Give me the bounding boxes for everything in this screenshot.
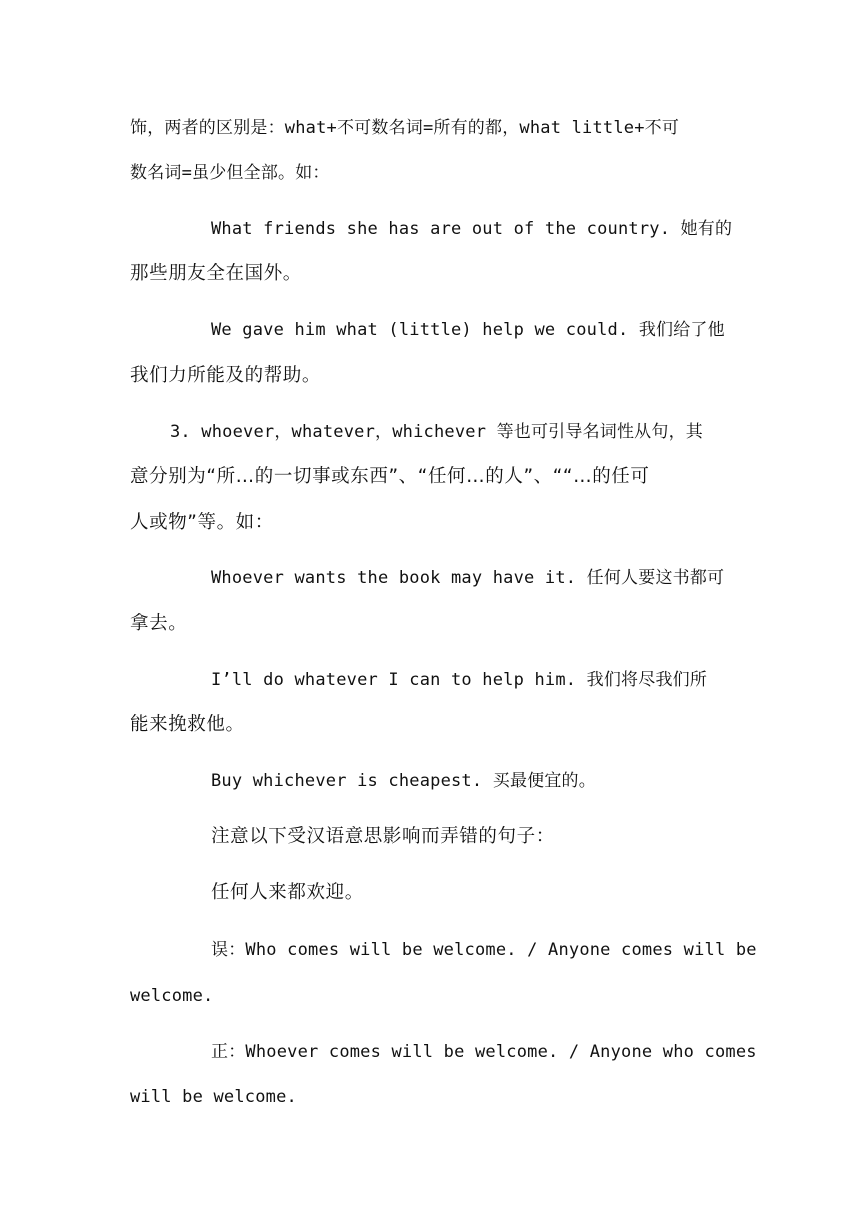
example-sentence-5: Buy whichever is cheapest. 买最便宜的。	[211, 771, 596, 791]
example-translation-1: 那些朋友全在国外。	[130, 263, 302, 284]
note-heading: 注意以下受汉语意思影响而弄错的句子：	[211, 826, 555, 847]
paragraph-line-2: 数名词=虽少但全部。如：	[130, 163, 330, 183]
example-translation-3: 拿去。	[130, 613, 188, 634]
example-sentence-3: Whoever wants the book may have it. 任何人要这书都可	[211, 568, 725, 588]
correct-example-line-2: will be welcome.	[130, 1087, 297, 1107]
example-sentence-1: What friends she has are out of the country. 她有的	[211, 219, 733, 239]
example-sentence-2: We gave him what (little) help we could. 我们给了他	[211, 320, 725, 340]
example-sentence-4: I’ll do whatever I can to help him. 我们将尽我们所	[211, 670, 708, 690]
paragraph-line-1: 饰，两者的区别是：what+不可数名词=所有的都，what little+不可	[130, 118, 680, 138]
wrong-example-line-2: welcome.	[130, 986, 214, 1006]
wrong-example-line-1: 误：Who comes will be welcome. / Anyone comes will be	[211, 940, 757, 960]
example-translation-4: 能来挽救他。	[130, 714, 245, 735]
section-3-heading-line-1: 3. whoever，whatever，whichever 等也可引导名词性从句，其	[170, 422, 703, 442]
section-3-heading-line-3: 人或物”等。如：	[130, 512, 274, 533]
correct-example-line-1: 正：Whoever comes will be welcome. / Anyone who comes	[211, 1042, 757, 1062]
section-3-heading-line-2: 意分别为“所…的一切事或东西”、“任何…的人”、““…的任可	[130, 466, 650, 487]
example-translation-2: 我们力所能及的帮助。	[130, 365, 322, 386]
note-example-chinese: 任何人来都欢迎。	[211, 882, 364, 903]
